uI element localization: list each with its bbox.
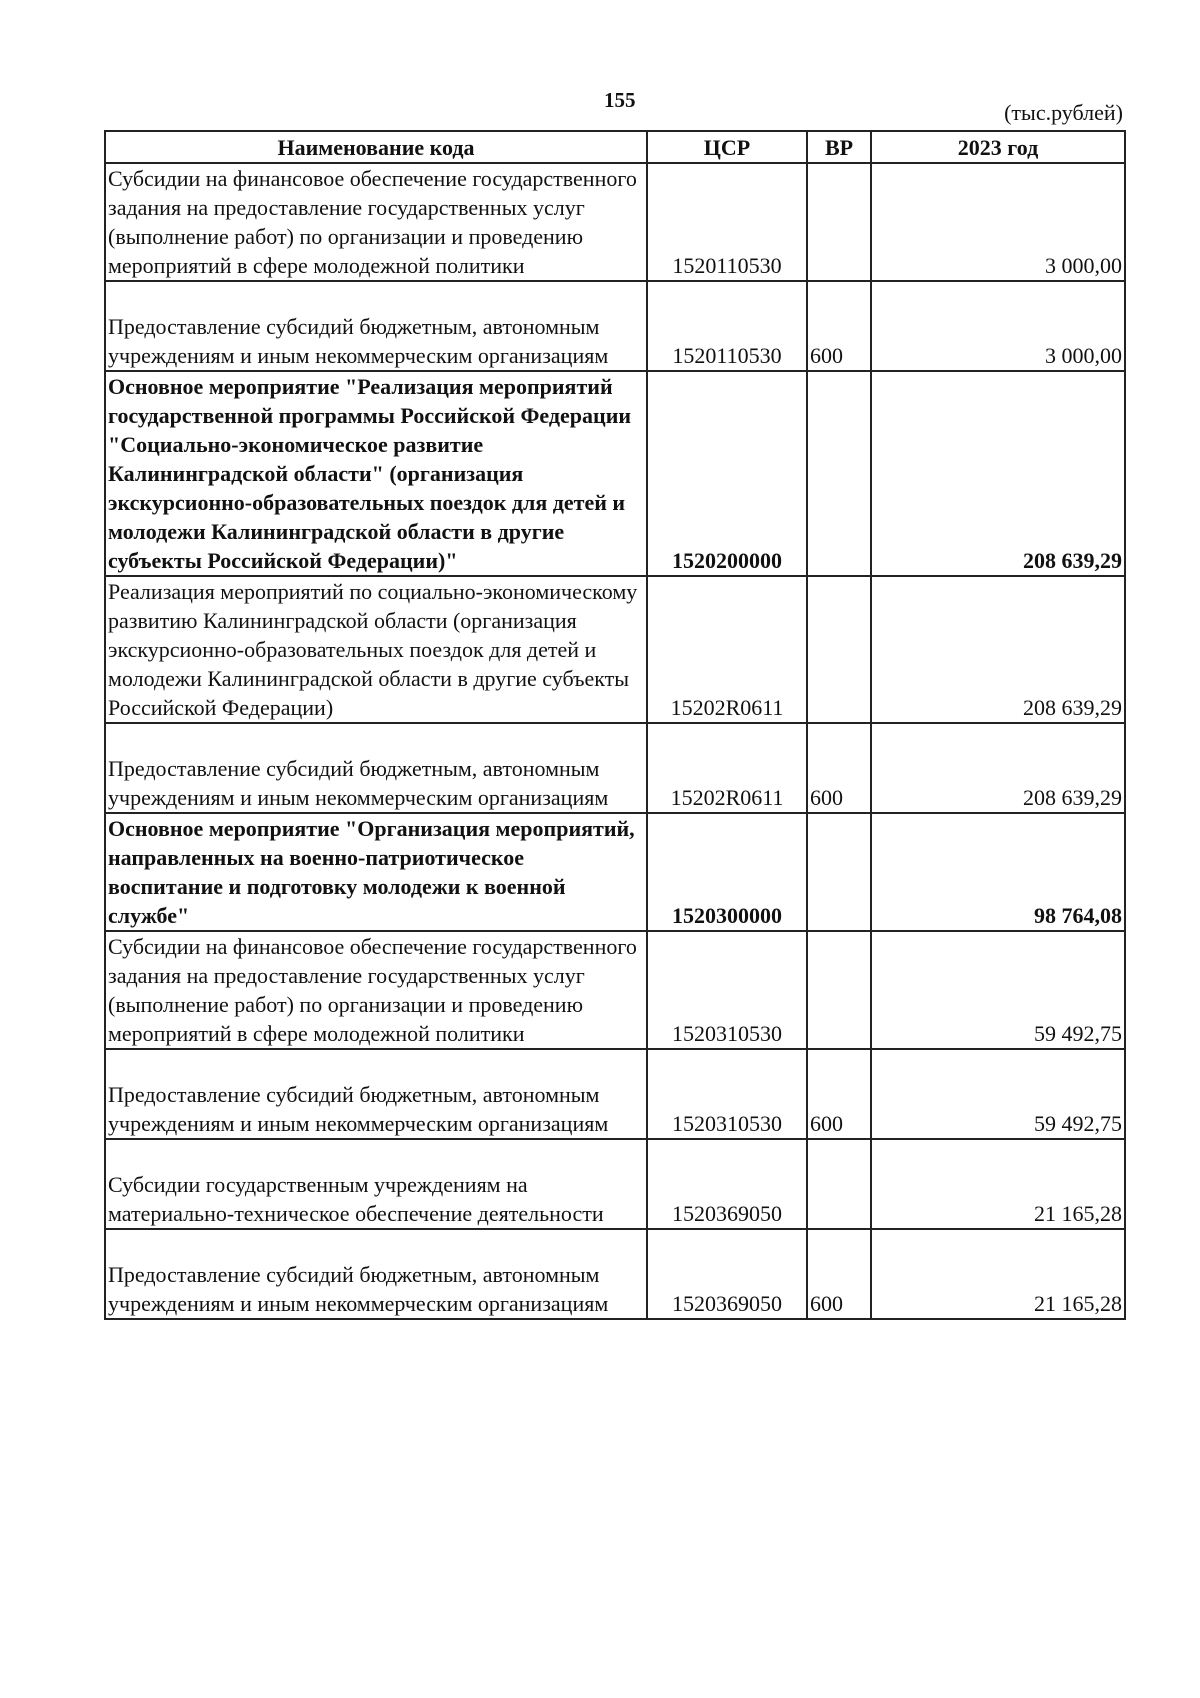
- row-name: Субсидии на финансовое обеспечение государственного задания на предоставление государственных услуг (выполнение работ) по организации и проведению мероприятий в сфере молодежной политики: [105, 163, 647, 281]
- row-csr: 1520110530: [647, 163, 807, 281]
- row-name: Реализация мероприятий по социально-экономическому развитию Калининградской области (организация экскурсионно-образовательных поездок для детей и молодежи Калининградской области в другие субъекты Российской Федерации): [105, 576, 647, 723]
- row-amount: 208 639,29: [871, 576, 1125, 723]
- table-row: [105, 931, 1125, 1049]
- row-csr: 1520369050: [647, 1139, 807, 1229]
- row-amount: 208 639,29: [871, 371, 1125, 576]
- row-vr: [807, 163, 871, 281]
- row-csr: 1520200000: [647, 371, 807, 576]
- row-vr: [807, 931, 871, 1049]
- row-name: Предоставление субсидий бюджетным, автономным учреждениям и иным некоммерческим организациям: [105, 1229, 647, 1319]
- row-name: Субсидии на финансовое обеспечение государственного задания на предоставление государственных услуг (выполнение работ) по организации и проведению мероприятий в сфере молодежной политики: [105, 931, 647, 1049]
- row-vr: [807, 1139, 871, 1229]
- table-row: [105, 813, 1125, 931]
- row-vr: 600: [807, 1229, 871, 1319]
- row-csr: 1520310530: [647, 1049, 807, 1139]
- row-amount: 3 000,00: [871, 163, 1125, 281]
- table-row: [105, 576, 1125, 723]
- table-row: [105, 1229, 1125, 1319]
- row-amount: 59 492,75: [871, 931, 1125, 1049]
- row-amount: 98 764,08: [871, 813, 1125, 931]
- table-header-row: [105, 131, 1125, 163]
- row-amount: 208 639,29: [871, 723, 1125, 813]
- header-amount: 2023 год: [871, 131, 1125, 163]
- table-row: [105, 371, 1125, 576]
- table-row: [105, 723, 1125, 813]
- table-row: [105, 1049, 1125, 1139]
- row-vr: 600: [807, 723, 871, 813]
- row-csr: 1520310530: [647, 931, 807, 1049]
- row-csr: 1520369050: [647, 1229, 807, 1319]
- row-name: Субсидии государственным учреждениям на материально-техническое обеспечение деятельности: [105, 1139, 647, 1229]
- header-vr: ВР: [807, 131, 871, 163]
- row-name: Предоставление субсидий бюджетным, автономным учреждениям и иным некоммерческим организациям: [105, 723, 647, 813]
- row-name: Предоставление субсидий бюджетным, автономным учреждениям и иным некоммерческим организациям: [105, 281, 647, 371]
- row-amount: 21 165,28: [871, 1229, 1125, 1319]
- header-csr: ЦСР: [647, 131, 807, 163]
- budget-table: [104, 130, 1126, 1320]
- page-number: 155: [604, 88, 636, 112]
- row-csr: 1520110530: [647, 281, 807, 371]
- row-name: Основное мероприятие "Реализация мероприятий государственной программы Российской Федерации "Социально-экономическое развитие Калининградской области" (организация экскурсионно-образовательных поездок для детей и молодежи Калининградской области в другие субъекты Российской Федерации)": [105, 371, 647, 576]
- table-row: [105, 281, 1125, 371]
- header-name: Наименование кода: [105, 131, 647, 163]
- row-name: Основное мероприятие "Организация мероприятий, направленных на военно-патриотическое воспитание и подготовку молодежи к военной службе": [105, 813, 647, 931]
- row-vr: [807, 813, 871, 931]
- row-vr: [807, 371, 871, 576]
- row-vr: 600: [807, 281, 871, 371]
- row-csr: 1520300000: [647, 813, 807, 931]
- row-amount: 21 165,28: [871, 1139, 1125, 1229]
- row-amount: 3 000,00: [871, 281, 1125, 371]
- table-row: [105, 1139, 1125, 1229]
- row-name: Предоставление субсидий бюджетным, автономным учреждениям и иным некоммерческим организациям: [105, 1049, 647, 1139]
- row-vr: [807, 576, 871, 723]
- table-row: [105, 163, 1125, 281]
- row-csr: 15202R0611: [647, 576, 807, 723]
- row-vr: 600: [807, 1049, 871, 1139]
- row-csr: 15202R0611: [647, 723, 807, 813]
- units-label: (тыс.рублей): [1004, 100, 1123, 125]
- row-amount: 59 492,75: [871, 1049, 1125, 1139]
